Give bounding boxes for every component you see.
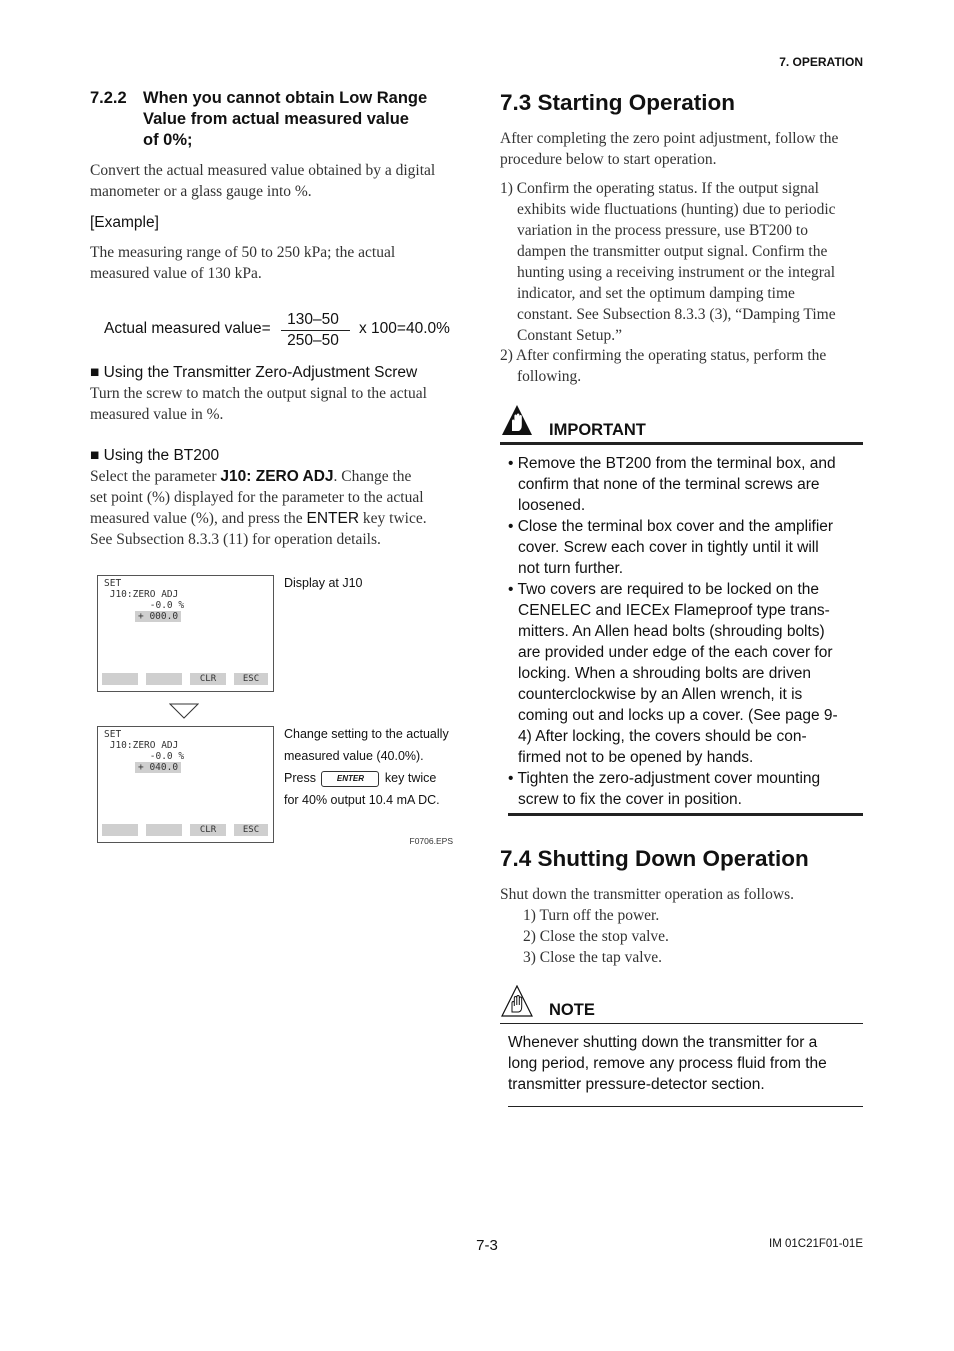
formula-lhs: Actual measured value= bbox=[104, 320, 271, 337]
caption-line bbox=[284, 767, 464, 789]
bullet-line: loosened. bbox=[518, 497, 586, 514]
bullet-line: • Tighten the zero-adjustment cover mounting bbox=[508, 770, 821, 787]
text-line: measured value of 130 kPa. bbox=[90, 265, 262, 282]
bullet-line: confirm that none of the terminal screws are bbox=[518, 476, 820, 493]
text-line: See Subsection 8.3.3 (11) for operation details. bbox=[90, 531, 381, 548]
text-line: dampen the transmitter output signal. Confirm the bbox=[517, 243, 828, 260]
down-arrow-icon bbox=[169, 703, 199, 719]
text-line: variation in the process pressure, use BT200 to bbox=[517, 222, 808, 239]
lcd-softkey-2 bbox=[146, 673, 182, 685]
title-line: of 0%; bbox=[143, 131, 193, 149]
lcd-line: J10:ZERO ADJ bbox=[104, 740, 179, 751]
text-segment: Select the parameter bbox=[90, 468, 221, 485]
bullet-line: not turn further. bbox=[518, 560, 624, 577]
lcd-value: + 000.0 bbox=[135, 611, 181, 622]
bullet-line: mitters. An Allen head bolts (shrouding bolts) bbox=[518, 623, 825, 640]
lcd-line: J10:ZERO ADJ bbox=[104, 589, 179, 600]
text-line: hunting using a receiving instrument or the integral bbox=[517, 264, 836, 281]
bullet-line: firmed not to be opened by hands. bbox=[518, 749, 754, 766]
note-top-rule bbox=[500, 1023, 863, 1024]
bt200-paragraph bbox=[90, 466, 470, 550]
text-segment: . Change the bbox=[333, 468, 412, 485]
bullet-line: • Two covers are required to be locked on the bbox=[508, 581, 820, 598]
bt200-display-after bbox=[97, 726, 274, 843]
intro-paragraph bbox=[90, 160, 470, 202]
note-label: NOTE bbox=[549, 1001, 595, 1019]
note-bottom-rule bbox=[508, 1106, 863, 1107]
parameter-name: J10: ZERO ADJ bbox=[220, 468, 334, 485]
important-label: IMPORTANT bbox=[549, 421, 646, 439]
bullet-line: locking. When a shrouding bolts are driven bbox=[518, 665, 811, 682]
bullet-line: counterclockwise by an Allen wrench, it is bbox=[518, 686, 803, 703]
caption-line: measured value (40.0%). bbox=[284, 749, 424, 763]
shutdown-steps bbox=[523, 905, 863, 968]
bullet-item bbox=[508, 516, 863, 579]
bt200-heading: ■ Using the BT200 bbox=[90, 447, 220, 464]
caption-line: Change setting to the actually bbox=[284, 727, 449, 741]
bullet-line: are provided under edge of the each cover for bbox=[518, 644, 833, 661]
caption-line: for 40% output 10.4 mA DC. bbox=[284, 793, 440, 807]
shutdown-intro: Shut down the transmitter operation as follows. bbox=[500, 886, 795, 903]
lcd-softkey-esc: ESC bbox=[234, 824, 268, 836]
bullet-line: • Remove the BT200 from the terminal box, and bbox=[508, 455, 836, 472]
section-title-7-4: 7.4 Shutting Down Operation bbox=[500, 846, 809, 871]
screw-heading: ■ Using the Transmitter Zero-Adjustment Screw bbox=[90, 364, 418, 381]
starting-step-1 bbox=[500, 178, 865, 346]
bullet-line: CENELEC and IECEx Flameproof type trans- bbox=[518, 602, 830, 619]
lcd-line: -0.0 % bbox=[104, 600, 185, 611]
text-segment: measured value (%), and press the bbox=[90, 510, 307, 527]
lcd-value: + 040.0 bbox=[135, 762, 181, 773]
title-line: When you cannot obtain Low Range bbox=[143, 89, 428, 107]
bullet-line: screw to fix the cover in position. bbox=[518, 791, 742, 808]
section-title-7-2-2 bbox=[143, 88, 463, 151]
caption-display-at-j10: Display at J10 bbox=[284, 576, 363, 590]
lcd-softkey-clr: CLR bbox=[190, 824, 226, 836]
bt200-display-before bbox=[97, 575, 274, 692]
starting-step-2 bbox=[500, 345, 865, 387]
lcd-softkey-2 bbox=[146, 824, 182, 836]
title-line: Value from actual measured value bbox=[143, 110, 409, 128]
text-segment: key twice. bbox=[359, 510, 427, 527]
lcd-softkey-1 bbox=[102, 824, 138, 836]
note-line: long period, remove any process fluid from the bbox=[508, 1055, 827, 1072]
shutdown-step: 3) Close the tap valve. bbox=[523, 949, 663, 966]
text-line: After completing the zero point adjustment, follow the bbox=[500, 130, 839, 147]
running-header: 7. OPERATION bbox=[779, 55, 863, 69]
note-line: Whenever shutting down the transmitter for a bbox=[508, 1034, 818, 1051]
note-text bbox=[508, 1032, 863, 1095]
text-line: Constant Setup.” bbox=[517, 327, 623, 344]
formula-denominator: 250–50 bbox=[287, 332, 339, 349]
note-line: transmitter pressure-detector section. bbox=[508, 1076, 765, 1093]
starting-intro bbox=[500, 128, 865, 170]
screw-paragraph bbox=[90, 383, 470, 425]
figure-id: F0706.EPS bbox=[409, 836, 453, 846]
text-line: measured value in %. bbox=[90, 406, 224, 423]
bullet-line: coming out and locks up a cover. (See page 9- bbox=[518, 707, 838, 724]
text-line: Convert the actual measured value obtained by a digital bbox=[90, 162, 436, 179]
text-line: 1) Confirm the operating status. If the output signal bbox=[500, 180, 819, 197]
example-paragraph bbox=[90, 242, 470, 284]
lcd-softkey-1 bbox=[102, 673, 138, 685]
shutdown-step: 2) Close the stop valve. bbox=[523, 928, 669, 945]
formula-numerator: 130–50 bbox=[287, 311, 339, 328]
text-line: constant. See Subsection 8.3.3 (3), “Damping Time bbox=[517, 306, 836, 323]
text-line: manometer or a glass gauge into %. bbox=[90, 183, 312, 200]
bullet-line: cover. Screw each cover in tightly until it will bbox=[518, 539, 819, 556]
text-line: following. bbox=[517, 368, 582, 385]
document-id: IM 01C21F01-01E bbox=[769, 1238, 863, 1250]
text-line: Turn the screw to match the output signal to the actual bbox=[90, 385, 427, 402]
text-line bbox=[90, 466, 470, 487]
text-line bbox=[90, 508, 470, 529]
important-bottom-rule bbox=[508, 813, 863, 816]
section-title-7-3: 7.3 Starting Operation bbox=[500, 90, 736, 115]
text-line: set point (%) displayed for the parameter to the actual bbox=[90, 489, 424, 506]
caption-key-twice: key twice bbox=[384, 771, 437, 785]
text-line: indicator, and set the optimum damping time bbox=[517, 285, 795, 302]
text-line: 2) After confirming the operating status, perform the bbox=[500, 347, 827, 364]
enter-key-label: ENTER bbox=[306, 510, 360, 527]
bullet-item bbox=[508, 768, 863, 810]
text-line: exhibits wide fluctuations (hunting) due to periodic bbox=[517, 201, 836, 218]
enter-key-icon: ENTER bbox=[321, 771, 379, 787]
bullet-item bbox=[508, 579, 863, 768]
hand-note-icon bbox=[501, 985, 533, 1017]
lcd-line: SET bbox=[104, 578, 122, 589]
lcd-line: SET bbox=[104, 729, 122, 740]
bullet-line: • Close the terminal box cover and the amplifier bbox=[508, 518, 834, 535]
bullet-line: 4) After locking, the covers should be con- bbox=[518, 728, 807, 745]
shutdown-step: 1) Turn off the power. bbox=[523, 907, 660, 924]
lcd-line: -0.0 % bbox=[104, 751, 185, 762]
lcd-softkey-esc: ESC bbox=[234, 673, 268, 685]
text-line: procedure below to start operation. bbox=[500, 151, 717, 168]
caption-press: Press bbox=[284, 771, 316, 785]
important-bullets bbox=[508, 453, 863, 810]
section-number-7-2-2: 7.2.2 bbox=[90, 89, 127, 107]
example-label: [Example] bbox=[90, 214, 159, 231]
bullet-item bbox=[508, 453, 863, 516]
formula-rhs: x 100=40.0% bbox=[359, 320, 450, 337]
caption-change-setting bbox=[284, 723, 464, 811]
text-line: The measuring range of 50 to 250 kPa; the actual bbox=[90, 244, 396, 261]
hand-warning-icon bbox=[501, 404, 533, 436]
important-top-rule bbox=[500, 442, 863, 445]
page-number: 7-3 bbox=[476, 1237, 498, 1254]
lcd-softkey-clr: CLR bbox=[190, 673, 226, 685]
